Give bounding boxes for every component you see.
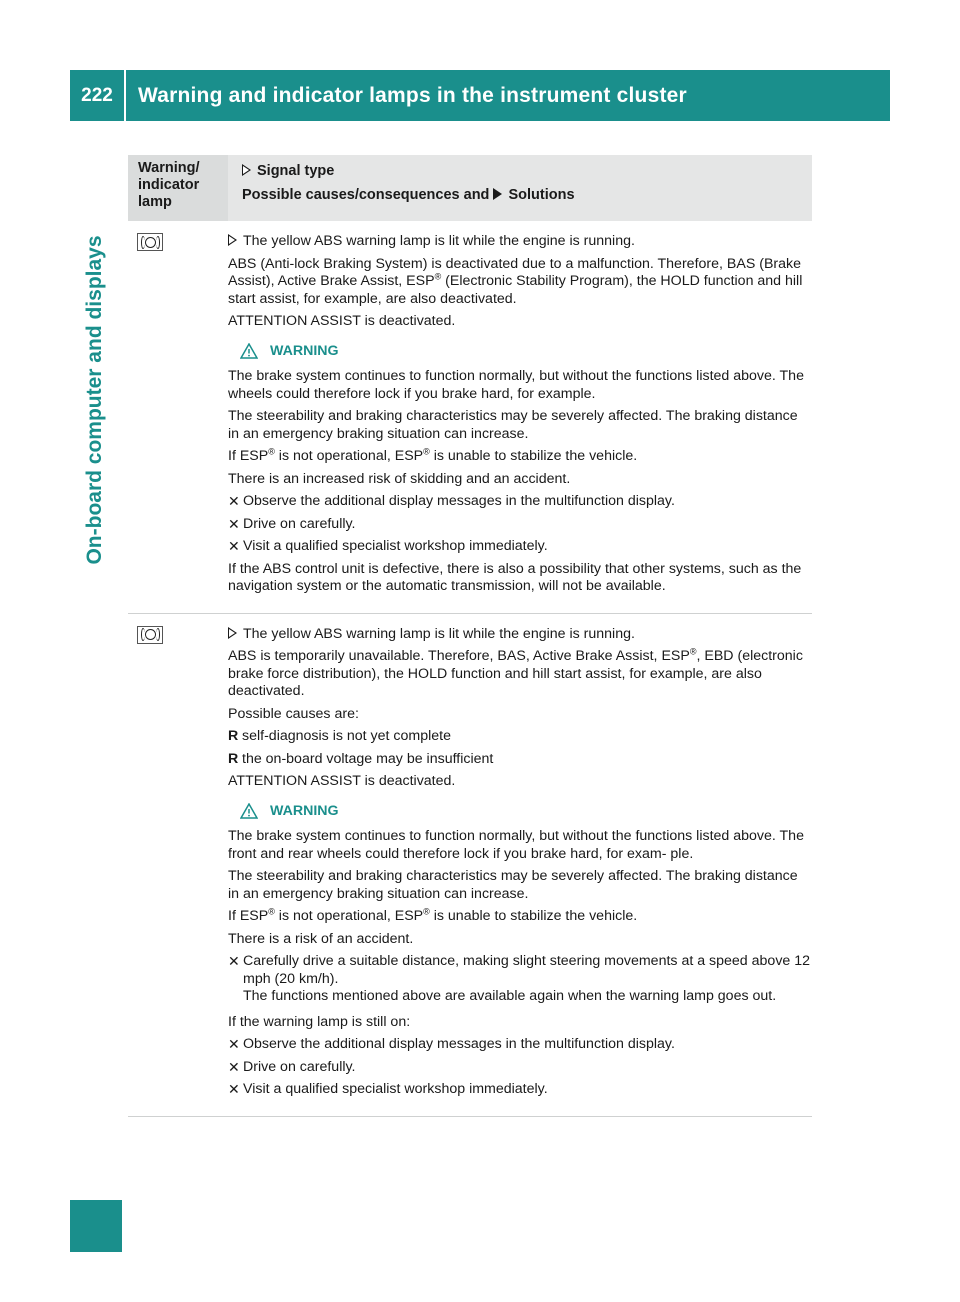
list-item: R self-diagnosis is not yet complete xyxy=(228,728,451,744)
action-item: ✕ Observe the additional display messages in the multifunction display. xyxy=(228,493,675,509)
signal-type-icon xyxy=(228,627,237,639)
action-item: ✕ Carefully drive a suitable distance, making slight steering movements at a speed above 12 mph (20 km/h). The functions mentioned above are available again when the warning lamp goes out. xyxy=(228,953,811,1004)
abs-warning-lamp-icon xyxy=(137,233,163,251)
table-row: The yellow ABS warning lamp is lit while the engine is running. ABS (Anti-lock Braking System) is deactivated due to a malfunction. Therefore, BAS (Brake Assist), Active Brake Assist, ESP® (Electronic Stability Program), the HOLD function and hill start assist, for example, are also deactivated. ATTENTION ASSIST is deactivated. WARNING The brake system continues to function normally, but without the functions listed above. The wheels could therefore lock if you brake hard, for example. The steerability and braking characteristics may be severely affected. The braking distance in an emergency braking situation can increase. If ESP® is not operational, ESP® is unable to stabilize the vehicle. There is an increased risk of skidding and an accident. ✕ Observe the additional display messages in the multifunction display. ✕ Drive on carefully. ✕ Visit a qualified specialist workshop immediately. If the ABS control unit is defective, there is also a possibility that other systems, such as the navigation system or the automatic transmission, will not be available. xyxy=(128,221,812,614)
table-row: The yellow ABS warning lamp is lit while the engine is running. ABS is temporarily unavailable. Therefore, BAS, Active Brake Assist, ESP®, EBD (electronic brake force distribution), the HOLD function and hill start assist, for example, are also deactivated. Possible causes are: R self-diagnosis is not yet complete R the on-board voltage may be insufficient ATTENTION ASSIST is deactivated. WARNING The brake system continues to function normally, but without the functions listed above. The front and rear wheels could therefore lock if you brake hard, for exam- ple. The steerability and braking characteristics may be severely affected. The braking distance in an emergency braking situation can increase. If ESP® is not operational, ESP® is unable to stabilize the vehicle. There is a risk of an accident. ✕ Carefully drive a suitable distance, making slight steering movements at a speed above 12 mph (20 km/h). The functions mentioned above are available again when the warning lamp goes out. If the warning lamp is still on: ✕ Observe the additional display messages in the multifunction display. ✕ Drive on carefully. ✕ Visit a qualified specialist workshop immediately. xyxy=(128,614,812,1117)
action-x-icon: ✕ xyxy=(228,538,240,554)
solutions-icon xyxy=(493,188,502,200)
action-item: ✕ Drive on carefully. xyxy=(228,1058,356,1075)
action-item: ✕ Visit a qualified specialist workshop immediately. xyxy=(228,1081,548,1097)
action-item: ✕ Visit a qualified specialist workshop immediately. xyxy=(228,538,548,554)
action-x-icon: ✕ xyxy=(228,1058,240,1075)
header-lamp-column: Warning/ indicator lamp xyxy=(128,155,228,221)
action-item: ✕ Observe the additional display messages in the multifunction display. xyxy=(228,1036,675,1052)
section-marker xyxy=(70,1200,122,1252)
header-signal-column: Signal type Possible causes/consequences and Solutions xyxy=(242,163,575,203)
page-number: 222 xyxy=(70,70,126,121)
signal-type-icon xyxy=(228,234,237,246)
action-x-icon: ✕ xyxy=(228,1036,240,1052)
section-side-label: On-board computer and displays xyxy=(83,235,106,565)
warning-heading: WARNING xyxy=(240,803,812,821)
lamp-table xyxy=(128,155,812,1117)
action-item: ✕ Drive on carefully. xyxy=(228,515,356,532)
action-x-icon: ✕ xyxy=(228,493,240,509)
signal-type-icon xyxy=(242,164,251,176)
page-title: Warning and indicator lamps in the instrument cluster xyxy=(138,83,687,107)
abs-warning-lamp-icon xyxy=(137,626,163,644)
list-item: R the on-board voltage may be insufficient xyxy=(228,750,494,767)
action-x-icon: ✕ xyxy=(228,515,240,532)
page-header xyxy=(70,70,890,121)
warning-triangle-icon xyxy=(240,803,258,819)
warning-triangle-icon xyxy=(240,343,258,359)
table-header xyxy=(128,155,812,221)
warning-heading: WARNING xyxy=(240,343,812,361)
action-x-icon: ✕ xyxy=(228,1081,240,1097)
action-x-icon: ✕ xyxy=(228,953,240,969)
